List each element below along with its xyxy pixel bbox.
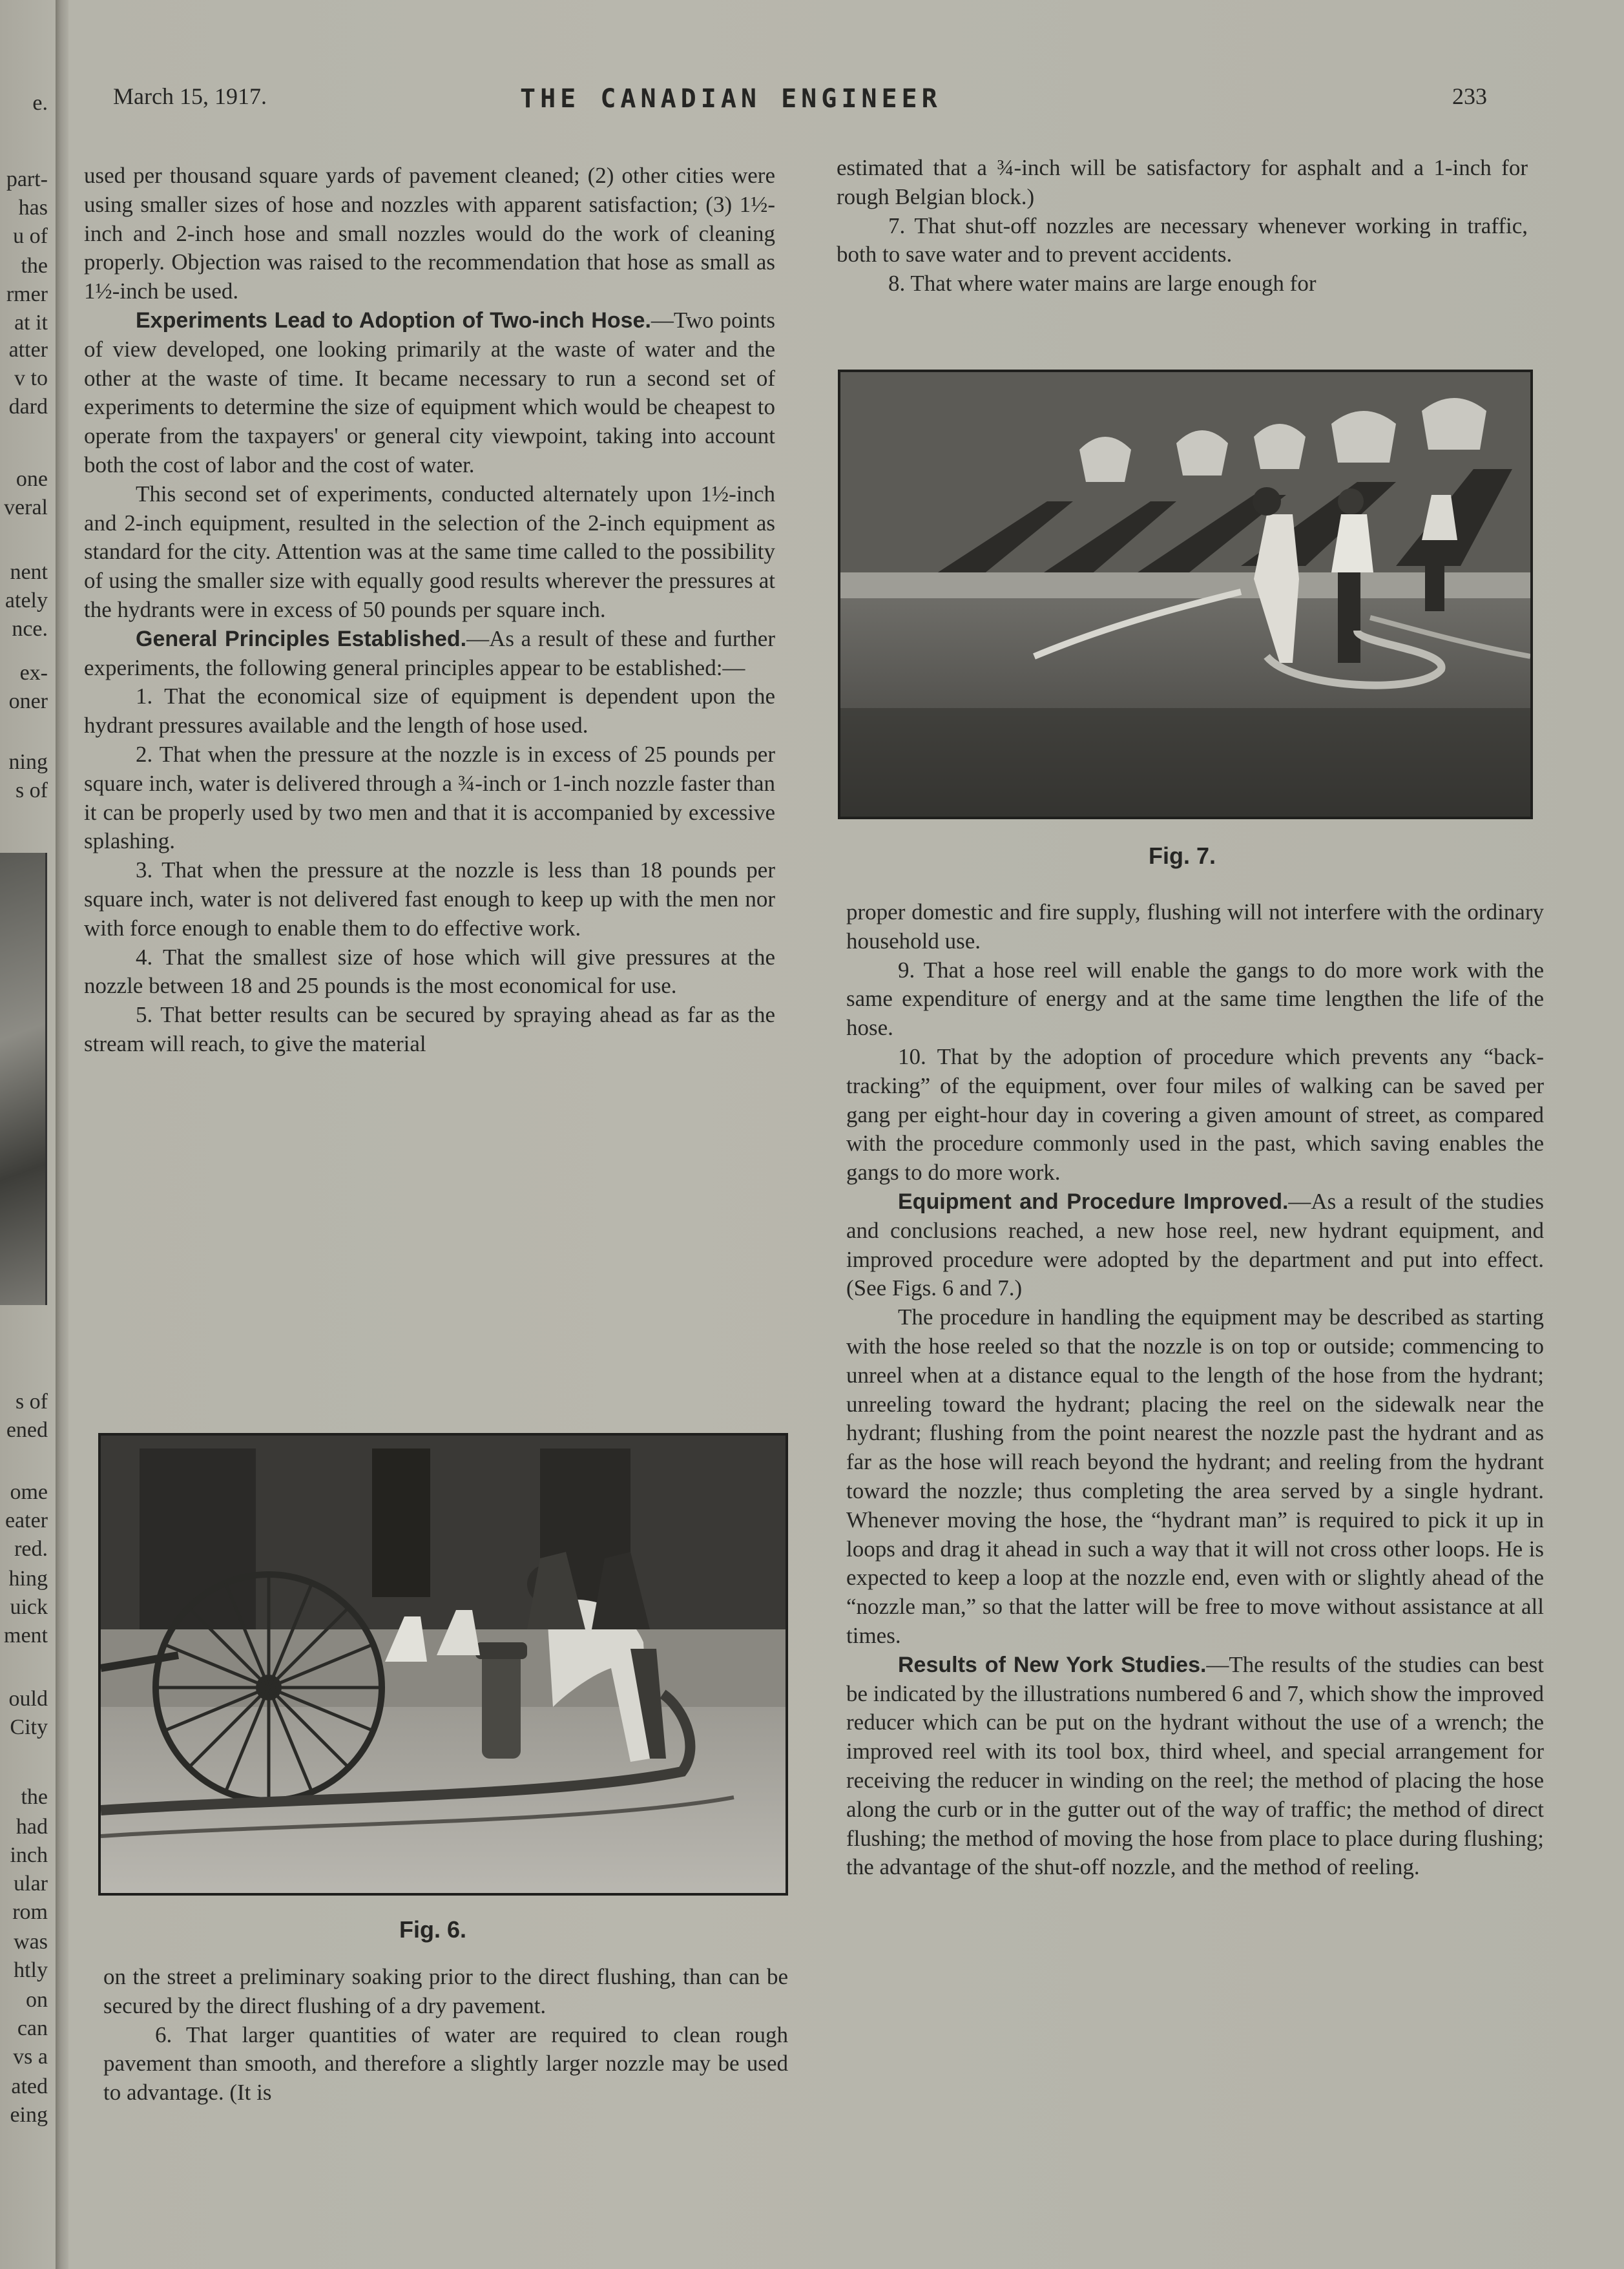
running-header [0, 83, 1624, 115]
hydrant-and-reel-photo [101, 1436, 786, 1893]
street-flushing-photo [840, 372, 1530, 817]
paragraph-heading: Results of New York Studies. [898, 1652, 1207, 1677]
previous-page-fragment: hing [8, 1567, 48, 1591]
paragraph [103, 2021, 788, 2107]
paragraph [846, 1043, 1544, 1187]
paragraph [84, 625, 775, 683]
paragraph [84, 162, 775, 306]
previous-page-fragment: one [16, 467, 48, 491]
previous-page-fragment: ately [5, 589, 48, 612]
paragraph [846, 1303, 1544, 1651]
previous-page-fragment: oner [8, 689, 48, 713]
previous-page-fragment: u of [13, 224, 48, 248]
previous-page-photo-edge [0, 853, 47, 1305]
paragraph [846, 956, 1544, 1043]
previous-page-fragment: veral [4, 496, 48, 519]
paragraph [84, 306, 775, 480]
previous-page-fragment: s of [15, 1390, 48, 1414]
previous-page-fragment: eing [10, 2103, 48, 2127]
page-number: 233 [1452, 83, 1487, 109]
paragraph [837, 154, 1528, 212]
paragraph [837, 212, 1528, 270]
previous-page-fragment: the [21, 254, 48, 278]
figure-7-caption: Fig. 7. [1149, 842, 1216, 869]
previous-page-fragment: ning [8, 750, 48, 774]
previous-page-edge [0, 0, 53, 2269]
paragraph-text: —Two points of view developed, one looking primarily at the waste of water and the other at the waste of time. It became necessary to run a second set of experiments to determine the size of equipment which would be cheapest to operate from the taxpayers' or general city viewpoint, taking into account both the cost of labor and the cost of water. [84, 307, 776, 477]
paragraph-text: 6. That larger quantities of water are required to clean rough pavement than smooth, and therefore a slightly larger nozzle may be used to advantage. (It is [103, 2022, 788, 2106]
previous-page-fragment: v to [14, 366, 48, 390]
previous-page-fragment: ular [14, 1872, 48, 1896]
left-column-top [84, 162, 775, 1059]
paragraph [837, 269, 1528, 298]
paragraph-text: The procedure in handling the equipment may be described as starting with the hose reeled so that the nozzle is on top or outside; commencing to unreel when at a distance equal to the length of the hose from the hydrant; unreeling toward the hydrant; placing the reel on the sidewalk near the hydrant; flushing from the point nearest the nozzle past the hydrant and as far as the hose will reach beyond the hydrant; and reeling from the hydrant toward the nozzle; thus completing the area served by a single hydrant. Whenever moving the hose, the “hydrant man” is required to pick it up in loops and drag it ahead in such a way that it will not cross other loops. He is expected to keep a loop at the nozzle end, even with or slightly ahead of the “nozzle man,” so that the latter will be free to move without assistance at all times. [846, 1304, 1544, 1648]
right-column-bottom [846, 898, 1544, 1882]
previous-page-fragment: nce. [12, 617, 48, 641]
paragraph [84, 1001, 775, 1059]
paragraph-text: —As a result of the studies and conclusions reached, a new hose reel, new hydrant equipment, and improved procedure were adopted by the department and put into effect. (See Figs. 6 and 7.) [846, 1188, 1544, 1301]
paragraph [84, 943, 775, 1001]
paragraph-text: —The results of the studies can best be indicated by the illustrations numbered 6 and 7, which show the improved reducer which can be put on the hydrant without the use of a wrench; the improved reel with its tool box, third wheel, and special arrangement for receiving the reducer in winding on the reel; the method of placing the hose along the curb or in the gutter out of the way of traffic; the method of direct flushing; the method of moving the hose from place to place during flushing; the advantage of the shut-off nozzle, and the method of reeling. [846, 1651, 1544, 1880]
previous-page-fragment: has [18, 196, 48, 220]
right-column-top [837, 154, 1528, 298]
previous-page-fragment: City [10, 1715, 48, 1739]
previous-page-fragment: was [14, 1930, 48, 1954]
paragraph-heading: Experiments Lead to Adoption of Two-inch Hose. [136, 308, 651, 333]
previous-page-fragment: ated [11, 2075, 48, 2098]
journal-title: THE CANADIAN ENGINEER [520, 84, 942, 114]
paragraph-text: 2. That when the pressure at the nozzle is in excess of 25 pounds per square inch, water is delivered through a ¾-inch or 1-inch nozzle faster than it can be properly used by two men and that it is accompanied by excessive splashing. [84, 741, 775, 854]
previous-page-fragment: ex- [19, 661, 48, 685]
previous-page-fragment: s of [15, 779, 48, 802]
previous-page-fragment: atter [8, 338, 48, 362]
previous-page-fragment: nent [10, 560, 48, 584]
previous-page-fragment: dard [8, 395, 48, 419]
paragraph-text: 1. That the economical size of equipment is dependent upon the hydrant pressures available and the length of hose used. [84, 684, 775, 738]
left-column-bottom [103, 1963, 788, 2107]
previous-page-fragment: on [26, 1988, 48, 2012]
figure-6-photo [98, 1433, 788, 1896]
figure-6-caption: Fig. 6. [399, 1916, 467, 1943]
previous-page-fragment: can [17, 2016, 48, 2040]
paragraph-heading: General Principles Established. [136, 626, 467, 651]
previous-page-fragment: ould [8, 1687, 48, 1711]
paragraph-text: used per thousand square yards of pavement cleaned; (2) other cities were using smaller sizes of hose and nozzles with apparent satisfaction; (3) 1½-inch and 2-inch hose and small nozzles would do the work of cleaning properly. Objection was raised to the recommendation that hose as small as 1½-inch be used. [84, 163, 775, 304]
paragraph-text: —As a result of these and further experiments, the following general principles appear to be established:— [84, 625, 775, 680]
paragraph-text: proper domestic and fire supply, flushing will not interfere with the ordinary household use. [846, 899, 1544, 954]
previous-page-fragment: ened [6, 1418, 48, 1442]
paragraph [846, 1651, 1544, 1882]
previous-page-fragment: htly [14, 1958, 48, 1982]
previous-page-fragment: e. [32, 91, 48, 115]
previous-page-fragment: uick [10, 1595, 48, 1619]
previous-page-fragment: part- [6, 167, 48, 191]
paragraph [846, 898, 1544, 956]
paragraph-text: 7. That shut-off nozzles are necessary whenever working in traffic, both to save water and to prevent accidents. [837, 213, 1528, 267]
paragraph [84, 856, 775, 943]
previous-page-fragment: at it [14, 311, 48, 335]
previous-page-fragment: vs a [13, 2045, 48, 2069]
paragraph-text: 3. That when the pressure at the nozzle is less than 18 pounds per square inch, water is not delivered fast enough to keep up with the men nor with force enough to enable them to do effective work. [84, 857, 775, 941]
previous-page-fragment: had [16, 1815, 48, 1839]
paragraph-text: 4. That the smallest size of hose which will give pressures at the nozzle between 18 and 25 pounds is the most economical for use. [84, 944, 775, 999]
previous-page-fragment: inch [10, 1843, 48, 1867]
previous-page-fragment: rom [12, 1900, 48, 1924]
paragraph-text: 9. That a hose reel will enable the gangs to do more work with the same expenditure of energy and at the same time lengthen the life of the hose. [846, 957, 1544, 1041]
paragraph [84, 480, 775, 625]
previous-page-fragment: rmer [6, 282, 48, 306]
issue-date: March 15, 1917. [113, 83, 267, 109]
paragraph-text: 10. That by the adoption of procedure which prevents any “back-tracking” of the equipment, over four miles of walking can be saved per gang per eight-hour day in covering a given amount of street, as compared with the procedure commonly used in the past, which saving enables the gangs to do more work. [846, 1043, 1544, 1186]
paragraph-text: on the street a preliminary soaking prior to the direct flushing, than can be secured by the direct flushing of a dry pavement. [103, 1964, 788, 2018]
previous-page-fragment: ome [10, 1480, 48, 1504]
paragraph-text: 5. That better results can be secured by spraying ahead as far as the stream will reach, to give the material [84, 1002, 775, 1056]
page-gutter [56, 0, 68, 2269]
paragraph-heading: Equipment and Procedure Improved. [898, 1189, 1289, 1214]
paragraph [103, 1963, 788, 2021]
paragraph-text: 8. That where water mains are large enough for [888, 271, 1317, 297]
paragraph-text: estimated that a ¾-inch will be satisfactory for asphalt and a 1-inch for rough Belgian block.) [837, 155, 1528, 209]
previous-page-fragment: red. [14, 1537, 48, 1561]
previous-page-fragment: eater [5, 1509, 48, 1532]
previous-page-fragment: the [21, 1785, 48, 1809]
paragraph [84, 740, 775, 856]
paragraph [846, 1187, 1544, 1303]
paragraph-text: This second set of experiments, conducted alternately upon 1½-inch and 2-inch equipment, resulted in the selection of the 2-inch equipment as standard for the city. Attention was at the same time called to the possibility of using the smaller size with equally good results wherever the pressures at the hydrants were in excess of 50 pounds per square inch. [84, 481, 775, 622]
figure-7-photo [838, 370, 1533, 819]
previous-page-fragment: ment [4, 1624, 48, 1647]
paragraph [84, 682, 775, 740]
